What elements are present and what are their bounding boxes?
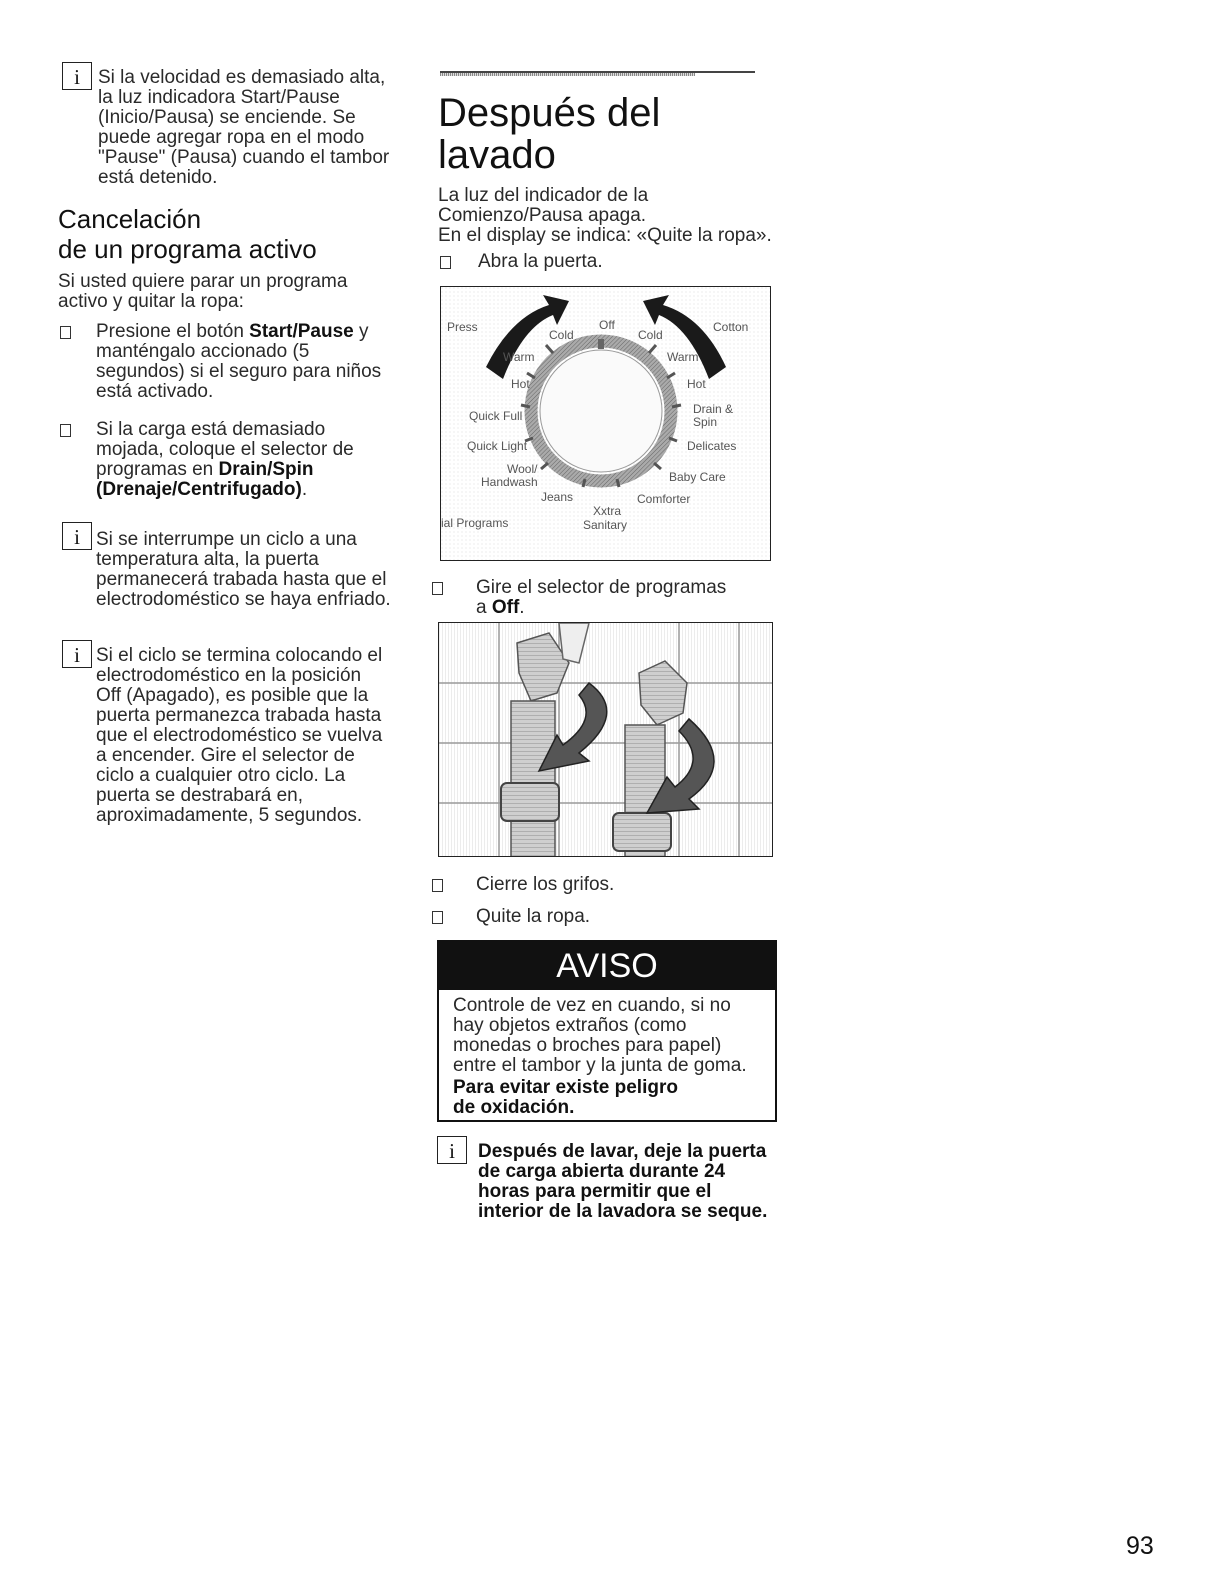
faucet-figure: [438, 622, 773, 857]
bullet-remove-laundry: Quite la ropa.: [476, 906, 591, 927]
warning-box: [437, 940, 777, 1122]
faucet-illustration: [439, 623, 773, 857]
intro-line-1: La luz del indicador de la: [438, 185, 649, 206]
dial-label: Hot: [687, 377, 706, 391]
bullet-text: a: [476, 597, 492, 618]
title-line-1: Después del: [438, 91, 661, 135]
section-heading-cancel: [58, 205, 317, 263]
heading-line-1: Cancelación: [58, 204, 202, 234]
page-title: [438, 92, 660, 176]
dial-label: Spin: [693, 415, 718, 429]
checkbox-icon: [432, 582, 443, 595]
after-wash-intro: [438, 186, 798, 246]
dial-label: Drain &: [693, 402, 734, 416]
title-line-2: lavado: [438, 133, 556, 177]
dial-label: Xxtra: [593, 504, 622, 518]
dial-label: Warm: [667, 350, 699, 364]
checkbox-icon: [432, 879, 443, 892]
dial-label: Hot: [511, 377, 530, 391]
dial-label: Sanitary: [583, 518, 628, 532]
dial-label: Quick Full: [469, 409, 523, 423]
bullet-close-taps: Cierre los grifos.: [476, 874, 615, 895]
bullet-text-line-2: [476, 598, 776, 618]
dial-label: Comforter: [637, 492, 691, 506]
dial-label: Warm: [503, 350, 535, 364]
intro-line-3: En el display se indica: «Quite la ropa».: [438, 225, 772, 246]
bullet-text: y manténgalo accionado (5 segundos) si el seguro para niños está activado.: [96, 321, 382, 402]
program-dial-figure: [440, 286, 771, 561]
bullet-text: Presione el botón: [96, 321, 250, 342]
bullet-bold: Start/Pause: [249, 321, 354, 342]
warning-title: AVISO: [439, 942, 775, 990]
bullet-bold: Off: [491, 597, 520, 618]
intro-line-2: Comienzo/Pausa apaga.: [438, 205, 647, 226]
note-leave-door-open: Después de lavar, deje la puerta de carga abierta durante 24 horas para permitir que el interior de la lavadora se seque.: [478, 1141, 768, 1222]
checkbox-icon: [60, 424, 71, 437]
dial-label: Handwash: [481, 475, 538, 489]
bullet-drain-spin: [96, 420, 386, 500]
dial-label: ial Programs: [441, 516, 509, 530]
dial-label: Press: [447, 320, 478, 334]
info-icon: i: [62, 62, 92, 90]
title-rule-shade: [440, 73, 695, 76]
heading-line-2: de un programa activo: [58, 234, 317, 264]
dial-label: Quick Light: [467, 439, 528, 453]
note-high-temperature: Si se interrumpe un ciclo a una temperatura alta, la puerta permanecerá trabada hasta que el electrodoméstico se haya enfriado.: [96, 529, 391, 610]
dial-label: Baby Care: [669, 470, 726, 484]
info-icon: i: [437, 1136, 467, 1164]
bullet-text: .: [301, 479, 308, 500]
bullet-text: Si la carga está demasiado mojada, coloque el selector de programas en: [96, 419, 354, 480]
bullet-text: Gire el selector de programas: [476, 577, 727, 598]
note-speed: Si la velocidad es demasiado alta, la luz indicadora Start/Pause (Inicio/Pausa) se enciende. Se puede agregar ropa en el modo "Pause" (Pausa) cuando el tambor está detenido.: [98, 67, 390, 188]
bullet-bold: Drain/Spin (Drenaje/Centrifugado): [96, 459, 314, 500]
checkbox-icon: [432, 911, 443, 924]
bullet-open-door: Abra la puerta.: [478, 251, 603, 272]
warning-bold-text: Para evitar existe peligro de oxidación.: [453, 1077, 678, 1118]
bullet-turn-selector: [476, 578, 776, 618]
checkbox-icon: [60, 326, 71, 339]
dial-label: Cotton: [713, 320, 749, 334]
dial-label: Cold: [549, 328, 574, 342]
program-dial-illustration: [441, 287, 771, 561]
note-off-position: Si el ciclo se termina colocando el electrodoméstico en la posición Off (Apagado), es posible que la puerta permanezca trabada hasta que el electrodoméstico se vuelva a encender. Gire el selector de ciclo a cualquier otro ciclo. La puerta se destrabará en, aproximadamente, 5 segundos.: [96, 645, 383, 826]
info-icon: i: [62, 640, 92, 668]
bullet-text: .: [519, 597, 525, 618]
dial-label: Off: [599, 318, 615, 332]
cancel-intro: Si usted quiere parar un programa activo y quitar la ropa:: [58, 271, 348, 312]
dial-label: Jeans: [541, 490, 574, 504]
bullet-start-pause: [96, 322, 386, 402]
dial-label: Wool/: [507, 462, 538, 476]
dial-label: Cold: [638, 328, 663, 342]
page-number: 93: [1126, 1532, 1154, 1560]
info-icon: i: [62, 522, 92, 550]
checkbox-icon: [440, 256, 451, 269]
dial-label: Delicates: [687, 439, 737, 453]
warning-text: Controle de vez en cuando, si no hay objetos extraños (como monedas o broches para papel) entre el tambor y la junta de goma.: [453, 995, 747, 1076]
